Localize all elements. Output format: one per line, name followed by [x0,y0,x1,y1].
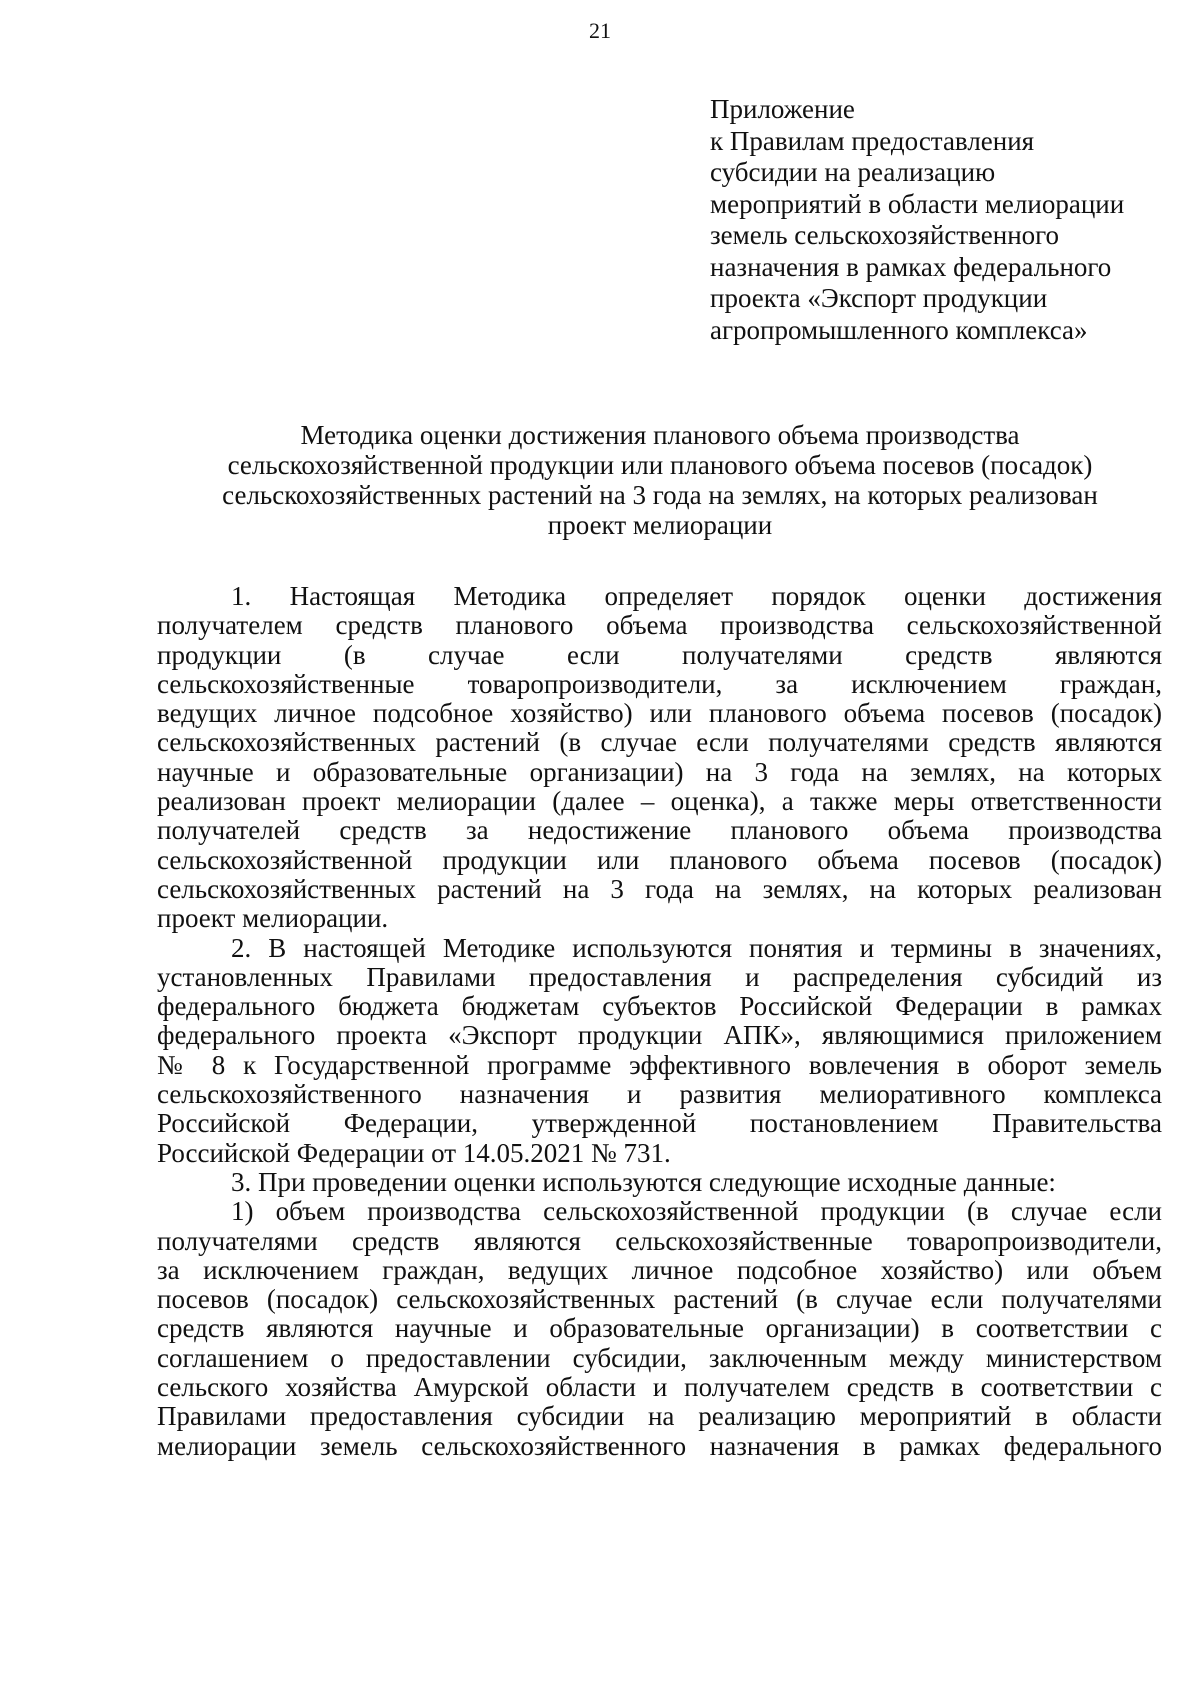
appendix-header [710,94,1180,346]
title-line: сельскохозяйственных растений на 3 года на землях, на которых реализован [222,480,1098,510]
paragraph-line: 3. При проведении оценки используются следующие исходные данные: [231,1166,1056,1197]
appendix-line: назначения в рамках федерального [710,251,1112,282]
paragraph-line: 1. Настоящая Методика определяет порядок оценки достижения [231,581,1162,611]
paragraph-line: ведущих личное подсобное хозяйство) или планового объема посевов (посадок) [157,698,1162,729]
paragraph-line: соглашением о предоставлении субсидии, заключенным между министерством [157,1342,1162,1373]
paragraph-line: продукции (в случае если получателями средств являются [157,639,1162,670]
paragraph-line: установленных Правилами предоставления и распределения субсидий из [157,961,1162,992]
paragraph-line: сельскохозяйственного назначения и развития мелиоративного комплекса [157,1079,1162,1110]
appendix-line: земель сельскохозяйственного [710,220,1060,250]
paragraph-line: получателем средств планового объема производства сельскохозяйственной [157,610,1162,641]
document-title [150,420,1170,540]
paragraph-line: Российской Федерации от 14.05.2021 № 731. [157,1137,671,1168]
appendix-line: мероприятий в области мелиорации [710,188,1125,219]
paragraph-line: сельскохозяйственные товаропроизводители, за исключением граждан, [157,668,1162,699]
paragraph-line: федерального проекта «Экспорт продукции АПК», являющимися приложением [157,1020,1162,1051]
appendix-line: к Правилам предоставления [710,125,1035,156]
paragraph-line: средств являются научные и образовательные организации) в соответствии с [157,1313,1162,1344]
paragraph-line: № 8 к Государственной программе эффективного вовлечения в оборот земель [157,1049,1162,1080]
paragraph-line: Правилами предоставления субсидии на реализацию мероприятий в области [157,1401,1162,1432]
paragraph-line: за исключением граждан, ведущих личное подсобное хозяйство) или объем [157,1254,1162,1285]
paragraph-line: научные и образовательные организации) на 3 года на землях, на которых [157,756,1162,787]
paragraph-line: получателей средств за недостижение планового объема производства [157,815,1162,846]
title-line: Методика оценки достижения планового объема производства [300,420,1020,450]
paragraph-line: реализован проект мелиорации (далее – оценка), а также меры ответственности [157,786,1162,817]
appendix-line: проекта «Экспорт продукции [710,283,1048,313]
appendix-line: агропромышленного комплекса» [710,314,1088,345]
paragraph-line: посевов (посадок) сельскохозяйственных растений (в случае если получателями [157,1284,1162,1315]
appendix-line: Приложение [710,94,855,124]
paragraph-line: 1) объем производства сельскохозяйственной продукции (в случае если [231,1196,1162,1227]
paragraph-line: федерального бюджета бюджетам субъектов Российской Федерации в рамках [157,991,1162,1022]
paragraph-line: сельскохозяйственной продукции или планового объема посевов (посадок) [157,844,1162,875]
paragraph-line: сельскохозяйственных растений на 3 года на землях, на которых реализован [157,873,1162,904]
page-number: 21 [589,18,611,43]
paragraph-line: получателями средств являются сельскохозяйственные товаропроизводители, [157,1225,1162,1256]
paragraph-line: мелиорации земель сельскохозяйственного назначения в рамках федерального [157,1430,1162,1461]
paragraph-line: сельскохозяйственных растений (в случае если получателями средств являются [157,727,1162,758]
paragraph-line: 2. В настоящей Методике используются понятия и термины в значениях, [231,932,1162,963]
appendix-line: субсидии на реализацию [710,157,996,187]
paragraph-line: Российской Федерации, утвержденной постановлением Правительства [157,1108,1162,1139]
title-line: проект мелиорации [547,510,773,540]
paragraph-line: сельского хозяйства Амурской области и получателем средств в соответствии с [157,1372,1162,1403]
paragraph-line: проект мелиорации. [157,903,389,934]
document-body [157,582,1162,1461]
title-line: сельскохозяйственной продукции или планового объема посевов (посадок) [227,450,1093,480]
